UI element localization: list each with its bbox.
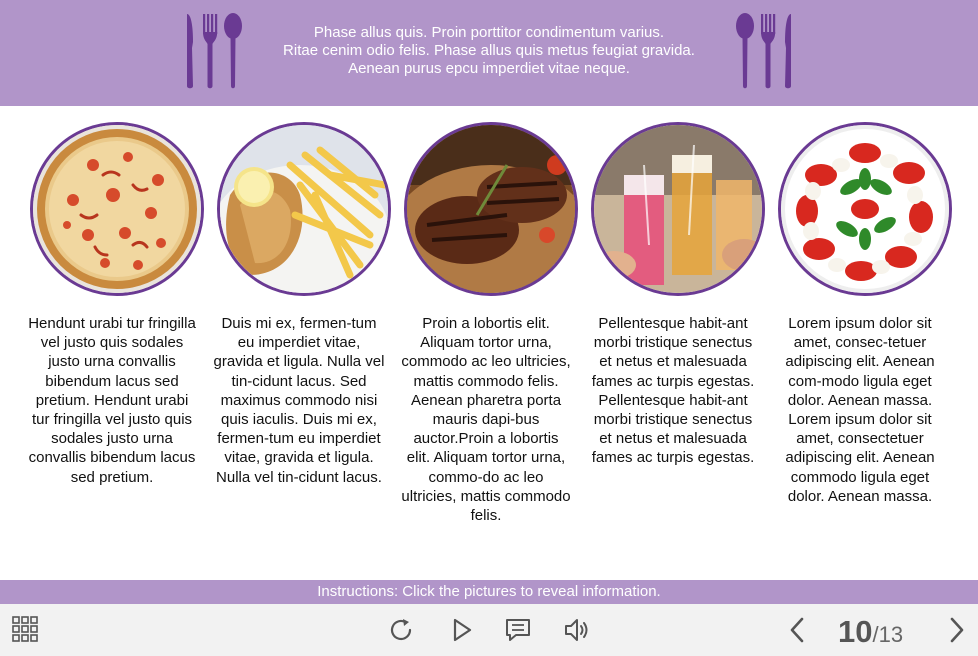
drinks-image[interactable] xyxy=(591,122,765,296)
header-line: Aenean purus epcu imperdiet vitae neque. xyxy=(348,60,630,77)
header-banner xyxy=(0,0,978,106)
pizza-image[interactable] xyxy=(30,122,204,296)
volume-icon[interactable] xyxy=(563,616,591,644)
food-cards xyxy=(0,106,978,580)
caprese-salad-image[interactable] xyxy=(778,122,952,296)
player-toolbar xyxy=(0,604,978,656)
cutlery-right-icon xyxy=(734,12,794,90)
instructions-bar: Instructions: Click the pictures to reveal information. xyxy=(0,580,978,604)
total-pages: /13 xyxy=(872,622,904,647)
header-line: Phase allus quis. Proin porttitor condimentum varius. xyxy=(313,24,665,41)
play-icon[interactable] xyxy=(448,616,476,644)
header-text xyxy=(200,24,778,78)
comment-icon[interactable] xyxy=(504,616,532,644)
next-icon[interactable] xyxy=(942,616,970,644)
card-description: Duis mi ex, fermen-tum eu imperdiet vitae, gravida et ligula. Nulla vel tin-cidunt lacus. Sed maximus commodo nisi quis iaculis. Duis mi ex, fermen-tum eu imperdiet vitae, gravida et ligula. Nulla vel tin-cidunt lacus. xyxy=(213,315,385,486)
grid-menu-icon[interactable] xyxy=(12,616,40,644)
card-description: Proin a lobortis elit. Aliquam tortor urna, commodo ac leo ultricies, mattis commodo felis. Aenean pharetra porta mauris dapi-bus auctor.Proin a lobortis elit. Aliquam tortor urna, commo-do ac leo ultricies, mattis commodo felis. xyxy=(401,315,571,525)
prev-icon[interactable] xyxy=(784,616,812,644)
card-description: Pellentesque habit-ant morbi tristique senectus et netus et malesuada fames ac turpis egestas. Pellentesque habit-ant morbi tristique senectus et netus et malesuada fames ac turpis egestas. xyxy=(591,315,755,467)
replay-icon[interactable] xyxy=(388,616,416,644)
card-description: Lorem ipsum dolor sit amet, consec-tetuer adipiscing elit. Aenean com-modo ligula eget dolor. Aenean massa. Lorem ipsum dolor sit amet, consectetuer adipiscing elit. Aenean commodo ligula eget dolor. Aenean massa. xyxy=(785,315,935,505)
current-page: 10 xyxy=(838,614,873,649)
header-line: Ritae cenim odio felis. Phase allus quis metus feugiat gravida. xyxy=(283,42,695,59)
page-counter xyxy=(838,614,904,649)
steak-image[interactable] xyxy=(404,122,578,296)
fish-and-chips-image[interactable] xyxy=(217,122,391,296)
card-description: Hendunt urabi tur fringilla vel justo quis sodales justo urna convallis bibendum lacus sed pretium. Hendunt urabi tur fringilla vel justo quis sodales justo urna convallis bibendum lacus sed pretium. xyxy=(28,315,196,486)
